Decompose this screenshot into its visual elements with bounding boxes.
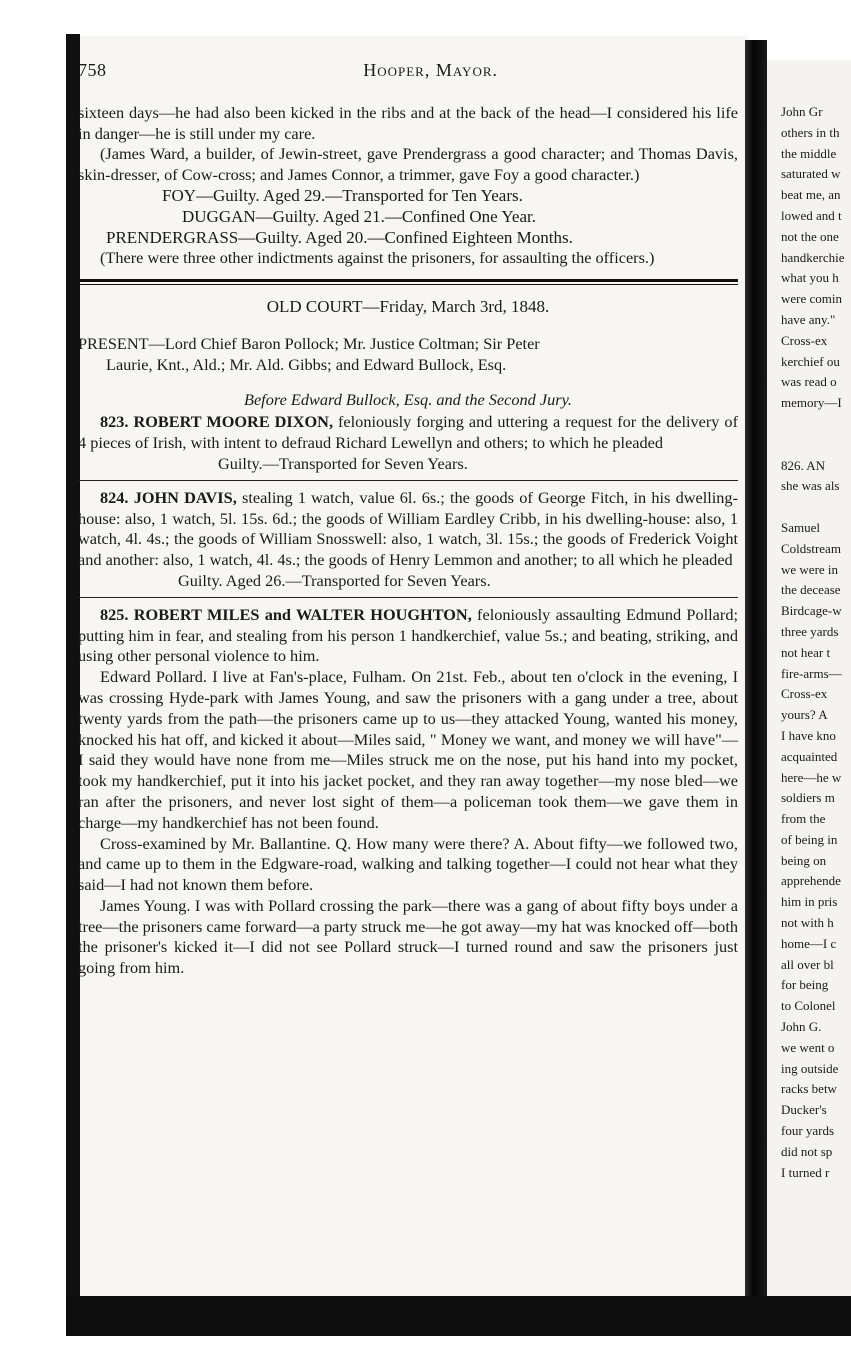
- right-page-line: all over bl: [781, 956, 834, 972]
- present-line-2: Laurie, Knt., Ald.; Mr. Ald. Gibbs; and Edward Bullock, Esq.: [106, 354, 507, 374]
- right-page-line: three yards: [781, 623, 839, 639]
- right-page-line: soldiers m: [781, 790, 835, 806]
- right-page-line: Cross-ex: [781, 686, 828, 702]
- right-page-line: beat me, an: [781, 187, 841, 203]
- present-line-1: PRESENT—Lord Chief Baron Pollock; Mr. Justice Coltman; Sir Peter: [78, 333, 540, 353]
- right-page-line: yours? A: [781, 707, 828, 723]
- case-heading: 824. JOHN DAVIS,: [100, 487, 237, 507]
- right-page-line: kerchief ou: [781, 353, 840, 369]
- right-page-line: Ducker's: [781, 1102, 827, 1118]
- right-page-line: [781, 414, 845, 435]
- right-page-line: of being in: [781, 831, 838, 847]
- right-page-line: for being: [781, 977, 829, 993]
- right-page-line: apprehende: [781, 873, 841, 889]
- case-824: [78, 488, 738, 571]
- right-page-line: acquainted: [781, 748, 838, 764]
- right-page-line: were comin: [781, 291, 843, 307]
- page-content: [78, 60, 738, 979]
- verdict-823: Guilty.—Transported for Seven Years.: [218, 453, 468, 473]
- case-823: [78, 412, 738, 454]
- right-page-line: I have kno: [781, 727, 836, 743]
- section-divider: [78, 279, 738, 285]
- right-page-line: to Colonel: [781, 998, 836, 1014]
- right-page-line: the decease: [781, 582, 841, 598]
- case-heading: 823. ROBERT MOORE DIXON,: [100, 412, 334, 432]
- right-page-line: home—I c: [781, 935, 837, 951]
- page-header: [78, 60, 638, 81]
- right-page-line: we went o: [781, 1039, 835, 1055]
- right-page-line: four yards: [781, 1123, 835, 1139]
- before-line: Before Edward Bullock, Esq. and the Second Jury.: [244, 389, 572, 409]
- right-page-line: was read o: [781, 374, 837, 390]
- book-gutter: [745, 40, 767, 1310]
- right-page-line: did not sp: [781, 1143, 833, 1159]
- right-page-line: fire-arms—: [781, 665, 842, 681]
- running-head: Hooper, Mayor.: [363, 60, 498, 80]
- court-heading: OLD COURT—Friday, March 3rd, 1848.: [266, 297, 550, 317]
- page-number: 758: [78, 60, 107, 80]
- case-heading: 825. ROBERT MILES and WALTER HOUGHTON,: [100, 604, 472, 624]
- right-page-line: him in pris: [781, 894, 838, 910]
- scan-bottom-edge: [66, 1296, 851, 1336]
- paragraph: sixteen days—he had also been kicked in the ribs and at the back of the head—I considered his life in danger—he is still under my care.: [78, 102, 738, 143]
- case-825: [78, 605, 738, 667]
- case-text: stealing 1 watch, value 6l. 6s.; the goods of George Fitch, in his dwelling-house: also, 1 watch, 5l. 15s. 6d.; the goods of William Eardley Cribb, in his dwelling-house: also, 1 watch, 4l. 4s.; the goods of William Snosswell: also, 1 watch, 3l. 15s.; the goods of Frederick Voight and another: also, 1 watch, 4l. 4s.; the goods of Henry Lemmon and another; to all which he pleaded: [78, 487, 738, 570]
- right-page-line: she was als: [781, 478, 840, 494]
- right-page-line: saturated w: [781, 166, 841, 182]
- case-text: feloniously assaulting Edmund Pollard; putting him in fear, and stealing from his person 1 handkerchief, value 5s.; and beating, striking, and using other personal violence to him.: [78, 604, 738, 666]
- testimony-young: James Young. I was with Pollard crossing the park—there was a gang of about fifty boys under a tree—the prisoners came forward—a party struck me—he got away—my hat was knocked off—both the prisoner's kicked it—I did not see Pollard struck—I turned round and saw the prisoners just going from him.: [78, 895, 738, 978]
- right-page-line: ing outside: [781, 1060, 839, 1076]
- right-page-line: here—he w: [781, 769, 842, 785]
- right-page-line: not hear t: [781, 644, 831, 660]
- right-page-line: have any.": [781, 311, 836, 327]
- right-page-line: Birdcage-w: [781, 603, 842, 619]
- right-page-text: [781, 102, 845, 1183]
- right-page-line: racks betw: [781, 1081, 837, 1097]
- scan-top-margin: [66, 0, 851, 22]
- right-page-line: [781, 435, 845, 456]
- right-page-line: [781, 497, 845, 518]
- right-page-line: not the one: [781, 228, 839, 244]
- right-page: [767, 60, 851, 1300]
- right-page-line: John G.: [781, 1019, 822, 1035]
- right-page-line: we were in: [781, 561, 839, 577]
- testimony-pollard: Edward Pollard. I live at Fan's-place, Fulham. On 21st. Feb., about ten o'clock in the evening, I was crossing Hyde-park with James Young, and saw the prisoners with a gang under a tree, about twenty yards from the path—the prisoners came up to us—they attacked Young, wanted his money, knocked his hat off, and kicked it about—Miles said, " Money we want, and money we will have"—I said they would have none from me—Miles struck me on the nose, put his hand into my pocket, took my handkerchief, put it into his jacket pocket, and they ran away together—my nose bled—we ran after the prisoners, and never lost sight of them—a policeman took them—we gave them in charge—my handkerchief has not been found.: [78, 667, 738, 832]
- right-page-line: from the: [781, 811, 826, 827]
- right-page-line: Samuel: [781, 519, 820, 535]
- verdict-foy: FOY—Guilty. Aged 29.—Transported for Ten Years.: [162, 185, 523, 205]
- right-page-line: being on: [781, 852, 827, 868]
- right-page-line: what you h: [781, 270, 839, 286]
- verdict-824: Guilty. Aged 26.—Transported for Seven Years.: [178, 570, 491, 590]
- verdict-prendergrass: PRENDERGRASS—Guilty. Aged 20.—Confined Eighteen Months.: [106, 227, 573, 247]
- right-page-line: Coldstream: [781, 540, 841, 556]
- right-page-line: I turned r: [781, 1164, 830, 1180]
- case-divider: [78, 480, 738, 481]
- right-page-line: handkerchie: [781, 249, 845, 265]
- case-divider: [78, 597, 738, 598]
- right-page-line: lowed and t: [781, 207, 842, 223]
- right-page-line: memory—I: [781, 395, 842, 411]
- note-indictments: (There were three other indictments against the prisoners, for assaulting the officers.): [100, 248, 655, 268]
- right-page-line: Cross-ex: [781, 332, 828, 348]
- paragraph: (James Ward, a builder, of Jewin-street, gave Prendergrass a good character; and Thomas Davis, skin-dresser, of Cow-cross; and James Connor, a trimmer, gave Foy a good character.): [78, 144, 738, 185]
- right-page-line: the middle: [781, 145, 837, 161]
- case-text: feloniously forging and uttering a request for the delivery of 4 pieces of Irish, with intent to defraud Richard Lewellyn and others; to which he pleaded: [78, 412, 738, 453]
- right-page-line: 826. AN: [781, 457, 826, 473]
- right-page-line: not with h: [781, 915, 834, 931]
- right-page-line: others in th: [781, 124, 840, 140]
- right-page-line: John Gr: [781, 104, 823, 119]
- cross-examination: Cross-examined by Mr. Ballantine. Q. How many were there? A. About fifty—we followed two, and came up to them in the Edgware-road, walking and talking together—I could not hear what they said—I had not known them before.: [78, 833, 738, 895]
- verdict-duggan: DUGGAN—Guilty. Aged 21.—Confined One Year.: [182, 206, 536, 226]
